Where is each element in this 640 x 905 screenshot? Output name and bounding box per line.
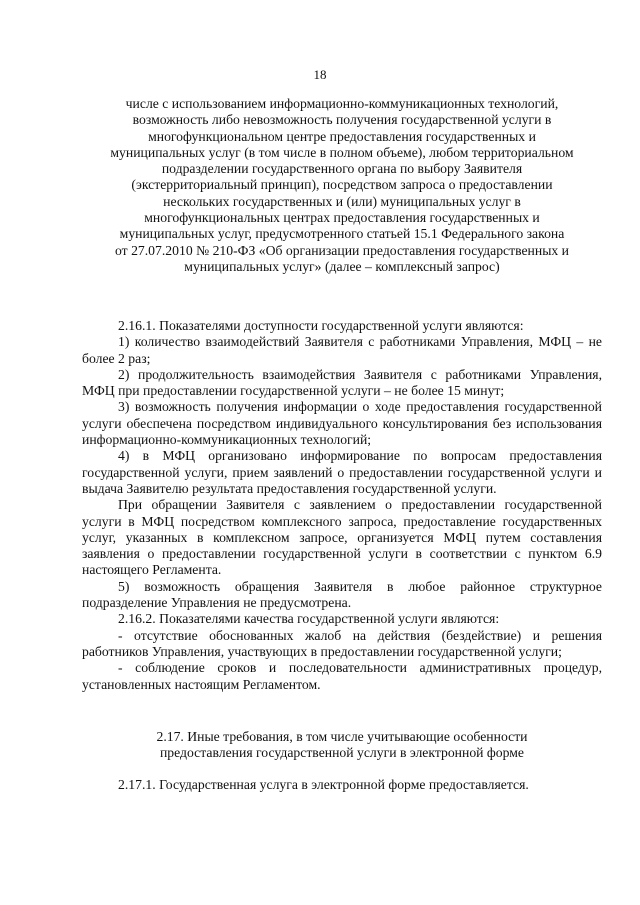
intro-line: подразделении государственного органа по выбору Заявителя <box>161 161 523 177</box>
section-title-line: предоставления государственной услуги в электронной форме <box>159 745 525 761</box>
paragraph-item-2: 2) продолжительность взаимодействия Заявителя с работниками Управления, МФЦ при предоставлении государственной услуги – не более 15 минут; <box>82 366 602 399</box>
intro-line: от 27.07.2010 № 210-ФЗ «Об организации предоставления государственных и <box>115 242 569 258</box>
paragraph-quality-2: - соблюдение сроков и последовательности административных процедур, установленных настоящим Регламентом. <box>82 660 602 692</box>
paragraph-2-16-1: 2.16.1. Показателями доступности государственной услуги являются: <box>118 318 524 333</box>
section-title-line: 2.17. Иные требования, в том числе учитывающие особенности <box>156 729 528 744</box>
intro-line: муниципальных услуг, предусмотренного статьей 15.1 Федерального закона <box>119 226 565 242</box>
section-title-2-17 <box>82 729 602 762</box>
paragraph-2-16-2: 2.16.2. Показателями качества государственной услуги являются: <box>118 611 500 627</box>
paragraph-item-3: 3) возможность получения информации о ходе предоставления государственной услуги обеспечена посредством индивидуального консультирования без использования информационно-коммуникационных технологий; <box>82 399 602 448</box>
paragraph-item-1: 1) количество взаимодействий Заявителя с работниками Управления, МФЦ – не более 2 раз; <box>82 334 602 366</box>
paragraph-2-17-1: 2.17.1. Государственная услуга в электронной форме предоставляется. <box>118 777 529 792</box>
intro-line: многофункциональных центрах предоставления государственных и <box>144 210 540 226</box>
intro-line: многофункциональном центре предоставления государственных и <box>148 128 536 144</box>
intro-line: (экстерриториальный принцип), посредством запроса о предоставлении <box>131 177 553 193</box>
intro-line: муниципальных услуг (в том числе в полном объеме), любом территориальном <box>110 144 574 160</box>
intro-line: нескольких государственных и (или) муниципальных услуг в <box>163 193 521 209</box>
paragraph-item-5: 5) возможность обращения Заявителя в любое районное структурное подразделение Управления не предусмотрена. <box>82 578 602 611</box>
intro-line: муниципальных услуг» (далее – комплексный запрос) <box>184 258 500 274</box>
intro-line: числе с использованием информационно-коммуникационных технологий, <box>125 96 559 111</box>
paragraph-complex-request: При обращении Заявителя с заявлением о предоставлении государственной услуги в МФЦ посредством комплексного запроса, предоставление государственных услуг, указанных в комплексном запросе, организуется МФЦ путем составления заявления о предоставлении государственной услуги в соответствии с пунктом 6.9 настоящего Регламента. <box>82 497 602 578</box>
intro-line: возможность либо невозможность получения государственной услуги в <box>132 112 552 128</box>
main-text-block <box>82 318 602 693</box>
paragraph-item-4: 4) в МФЦ организовано информирование по вопросам предоставления государственной услуги, прием заявлений о предоставлении государственной услуги и выдача Заявителю результата предоставления государственной услуги. <box>82 448 602 496</box>
intro-block <box>82 96 602 275</box>
paragraph-quality-1: - отсутствие обоснованных жалоб на действия (бездействие) и решения работников Управления, участвующих в предоставлении государственной услуги; <box>82 627 602 659</box>
page-number: 18 <box>313 67 327 82</box>
